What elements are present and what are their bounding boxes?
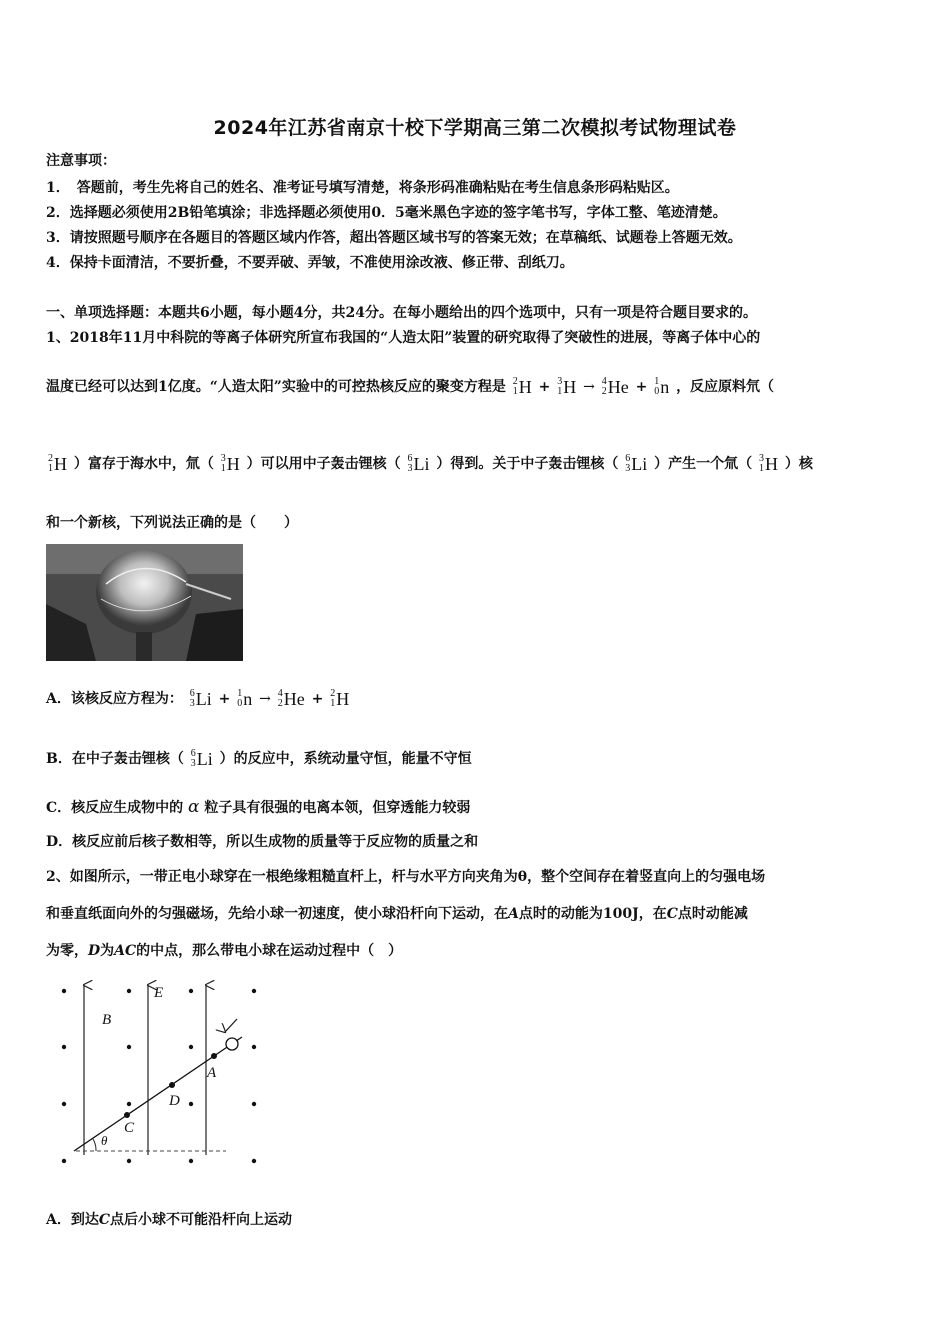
label-d: D <box>169 1093 180 1109</box>
point-a <box>211 1053 217 1059</box>
label-theta: θ <box>101 1133 108 1148</box>
nuclide-deuterium: 2 1 H <box>48 453 67 474</box>
point-c-ref: C <box>98 1212 111 1228</box>
notice-heading: 注意事项： <box>46 153 116 169</box>
point-d <box>169 1082 175 1088</box>
q1-text: ）核 <box>784 456 813 472</box>
nuclide-helium: 4 2 He <box>601 376 629 397</box>
velocity-arrow <box>225 1019 237 1032</box>
nuclide-deuterium: 2 1 H <box>512 376 532 397</box>
point-c <box>124 1112 130 1118</box>
q1-line1: 1、2018年11月中科院的等离子体研究所宣布我国的“人造太阳”装置的研究取得了突破性的进展，等离子体中心的 <box>46 330 761 346</box>
option-a-label: A．到达 <box>46 1212 99 1228</box>
nuclide-deuterium: 2 1 H <box>330 688 350 709</box>
point-d-ref: D <box>88 943 101 959</box>
q2-text: 为零， <box>46 943 88 959</box>
option-b-label: B．在中子轰击锂核（ <box>46 751 184 767</box>
q1-line3 <box>46 453 813 475</box>
q1-text: ）得到。关于中子轰击锂核（ <box>436 456 619 472</box>
plasma-image <box>46 544 243 661</box>
q1-text: ，反应原料氘（ <box>676 379 775 395</box>
plus-sign: + <box>635 379 648 395</box>
q1-line4: 和一个新核，下列说法正确的是（ ） <box>46 515 298 531</box>
point-a-ref: A <box>508 906 519 922</box>
q1-line2 <box>46 376 774 398</box>
angle-arc <box>93 1139 96 1151</box>
q2-line2 <box>46 903 748 923</box>
q1-text: 温度已经可以达到1亿度。“人造太阳”实验中的可控热核反应的聚变方程是 <box>46 379 506 395</box>
q1-option-d: D．核反应前后核子数相等，所以生成物的质量等于反应物的质量之和 <box>46 834 479 850</box>
q2-text: 的中点，那么带电小球在运动过程中（ ） <box>136 943 403 959</box>
label-e: E <box>154 985 164 1001</box>
plus-sign: + <box>311 691 324 707</box>
nuclide-lithium: 6 3 Li <box>407 453 430 474</box>
q2-text: 点时动能减 <box>677 906 748 922</box>
insulated-rod <box>74 1037 242 1151</box>
artificial-sun-photo <box>46 544 243 661</box>
q1-option-a <box>46 688 351 710</box>
field-rod-diagram <box>46 975 276 1175</box>
q1-option-b <box>46 748 472 770</box>
reaction-arrow: → <box>583 379 595 395</box>
q1-text: ）可以用中子轰击锂核（ <box>246 456 401 472</box>
q2-text: 和垂直纸面向外的匀强磁场，先给小球一初速度，使小球沿杆向下运动，在 <box>46 906 508 922</box>
reaction-arrow: → <box>259 691 271 707</box>
nuclide-lithium: 6 3 Li <box>625 453 648 474</box>
electric-field-lines <box>84 985 206 1155</box>
page-title: 2024年江苏省南京十校下学期高三第二次模拟考试物理试卷 <box>213 117 737 139</box>
notice-item-1: 1． 答题前，考生先将自己的姓名、准考证号填写清楚，将条形码准确粘贴在考生信息条形码粘贴区。 <box>46 180 679 196</box>
label-a: A <box>207 1065 217 1081</box>
alpha-symbol: α <box>188 797 200 817</box>
charged-ball <box>226 1038 238 1050</box>
point-c-ref: C <box>666 906 678 922</box>
notice-item-2: 2．选择题必须使用2B铅笔填涂；非选择题必须使用0．5毫米黑色字迹的签字笔书写，字体工整、笔迹清楚。 <box>46 205 727 221</box>
q2-line1: 2、如图所示，一带正电小球穿在一根绝缘粗糙直杆上，杆与水平方向夹角为θ，整个空间存在着竖直向上的匀强电场 <box>46 869 766 885</box>
q1-text: ）产生一个氚（ <box>654 456 753 472</box>
option-c-text: 粒子具有很强的电离本领，但穿透能力较弱 <box>204 800 471 816</box>
plus-sign: + <box>538 379 551 395</box>
option-a-label: A．该核反应方程为： <box>46 691 183 707</box>
field-rod-svg <box>46 975 276 1175</box>
option-a-text: 点后小球不可能沿杆向上运动 <box>110 1212 293 1228</box>
section-heading: 一、单项选择题：本题共6小题，每小题4分，共24分。在每小题给出的四个选项中，只有一项是符合题目要求的。 <box>46 305 757 321</box>
option-b-text: ）的反应中，系统动量守恒，能量不守恒 <box>219 751 472 767</box>
q2-text: 为 <box>100 943 115 959</box>
nuclide-tritium: 3 1 H <box>759 453 778 474</box>
notice-item-3: 3．请按照题号顺序在各题目的答题区域内作答，超出答题区域书写的答案无效；在草稿纸、试题卷上答题无效。 <box>46 230 742 246</box>
label-c: C <box>124 1120 135 1136</box>
q2-text: 点时的动能为100J，在 <box>518 906 667 922</box>
nuclide-tritium: 3 1 H <box>220 453 240 474</box>
nuclide-lithium: 6 3 Li <box>189 688 212 709</box>
q1-text: ）富存于海水中，氚（ <box>73 456 214 472</box>
q2-line3 <box>46 940 402 960</box>
nuclide-neutron: 1 0 n <box>654 376 670 397</box>
nuclide-helium: 4 2 He <box>277 688 305 709</box>
nuclide-lithium: 6 3 Li <box>190 748 213 769</box>
nuclide-tritium: 3 1 H <box>557 376 577 397</box>
nuclide-neutron: 1 0 n <box>237 688 253 709</box>
plus-sign: + <box>218 691 231 707</box>
notice-item-4: 4．保持卡面清洁，不要折叠，不要弄破、弄皱，不准使用涂改液、修正带、刮纸刀。 <box>46 255 574 271</box>
q2-option-a <box>46 1209 292 1229</box>
segment-ac-ref: AC <box>114 943 137 959</box>
magnetic-field-dots <box>62 989 256 1163</box>
q1-option-c <box>46 797 470 817</box>
label-b: B <box>102 1012 112 1028</box>
option-c-label: C．核反应生成物中的 <box>46 800 184 816</box>
